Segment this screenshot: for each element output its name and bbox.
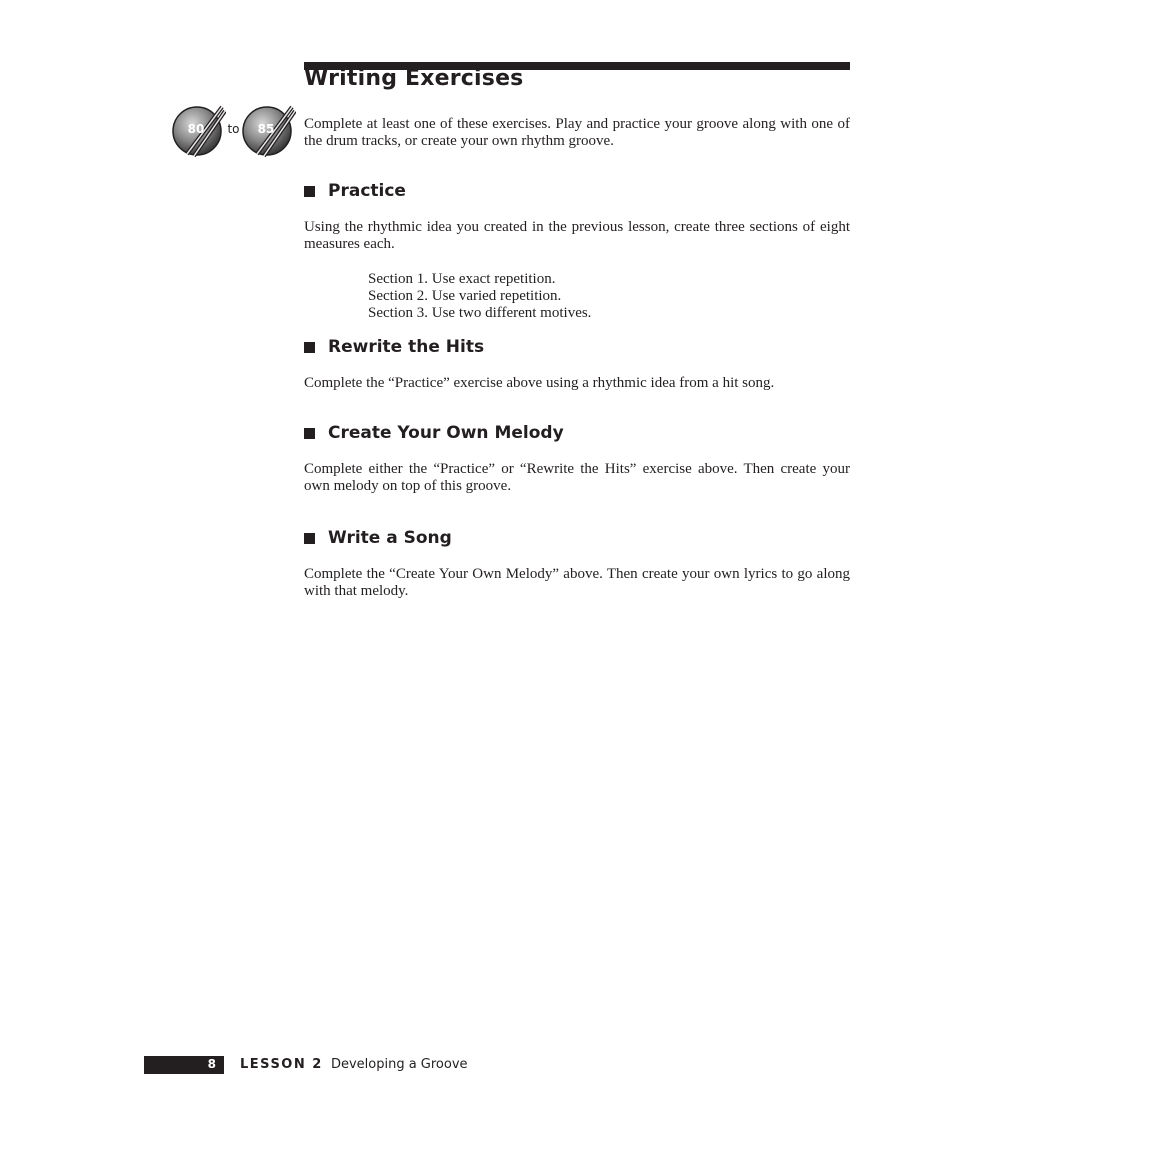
lesson-label: LESSON 2	[240, 1057, 323, 1072]
footer-page-tab	[144, 1056, 224, 1074]
track-end-number: 85	[257, 122, 275, 136]
exercise-text-practice: Using the rhythmic idea you created in the previous lesson, create three sections of eight measures each.	[304, 219, 850, 252]
footer-running-head	[240, 1057, 468, 1072]
square-bullet-icon	[304, 186, 315, 197]
exercise-text-write-a-song: Complete the “Create Your Own Melody” above. Then create your own lyrics to go along with that melody.	[304, 566, 850, 599]
exercise-title: Rewrite the Hits	[328, 337, 485, 357]
page-number: 8	[207, 1057, 216, 1071]
exercise-title: Create Your Own Melody	[328, 423, 564, 443]
square-bullet-icon	[304, 428, 315, 439]
section-list	[368, 271, 591, 322]
list-item: Section 1. Use exact repetition.	[368, 271, 556, 287]
exercise-text-create-your-own-melody: Complete either the “Practice” or “Rewrite the Hits” exercise above. Then create your own melody on top of this groove.	[304, 461, 850, 494]
exercise-title: Write a Song	[328, 528, 452, 548]
track-connector: to	[227, 122, 240, 136]
track-range	[172, 104, 296, 160]
list-item: Section 3. Use two different motives.	[368, 305, 592, 321]
exercise-title: Practice	[328, 181, 406, 201]
cd-track-icon	[172, 104, 226, 158]
exercise-heading-practice	[304, 181, 406, 201]
page-title: Writing Exercises	[304, 66, 524, 91]
list-item: Section 2. Use varied repetition.	[368, 288, 562, 304]
square-bullet-icon	[304, 533, 315, 544]
exercise-heading-rewrite-the-hits	[304, 337, 484, 357]
square-bullet-icon	[304, 342, 315, 353]
cd-track-icon	[242, 104, 296, 158]
intro-paragraph: Complete at least one of these exercises. Play and practice your groove along with one of the drum tracks, or create your own rhythm groove.	[304, 116, 850, 149]
lesson-title: Developing a Groove	[330, 1057, 468, 1072]
exercise-text-rewrite-the-hits: Complete the “Practice” exercise above using a rhythmic idea from a hit song.	[304, 375, 775, 391]
exercise-heading-write-a-song	[304, 528, 452, 548]
track-start-number: 80	[187, 122, 205, 136]
exercise-heading-create-your-own-melody	[304, 423, 564, 443]
